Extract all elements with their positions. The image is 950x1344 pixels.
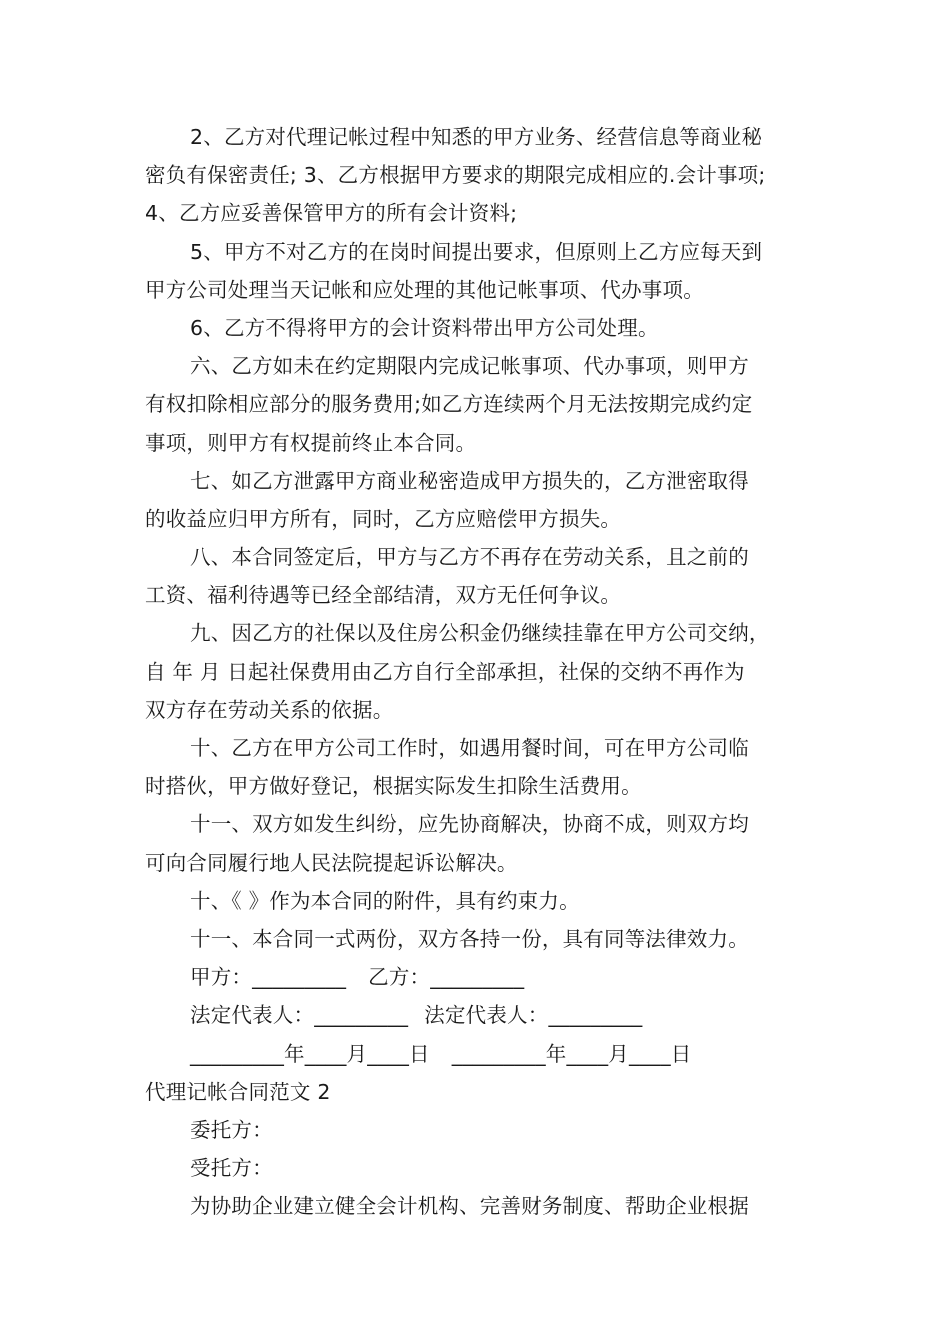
paragraph-line: 2、乙方对代理记帐过程中知悉的甲方业务、经营信息等商业秘 (190, 125, 763, 149)
paragraph-line: 八、本合同签定后，甲方与乙方不再存在劳动关系，且之前的 (190, 545, 749, 570)
section-title: 代理记帐合同范文 2 (145, 1079, 331, 1104)
paragraph-line: 事项，则甲方有权提前终止本合同。 (145, 430, 477, 455)
party-a-signature: 甲方：_________ (190, 965, 347, 990)
party-b-signature: 乙方：_________ (368, 965, 525, 990)
paragraph-line: 十、《 》作为本合同的附件，具有约束力。 (190, 888, 580, 913)
paragraph-line: 十一、双方如发生纠纷，应先协商解决，协商不成，则双方均 (190, 812, 749, 837)
paragraph-line: 6、乙方不得将甲方的会计资料带出甲方公司处理。 (190, 315, 659, 340)
paragraph-line: 六、乙方如未在约定期限内完成记帐事项、代办事项，则甲方 (190, 354, 749, 379)
signature-representatives-row (145, 1000, 810, 1038)
paragraph-line: 时搭伙，甲方做好登记，根据实际发生扣除生活费用。 (145, 774, 642, 799)
agent-label: 受托方： (190, 1156, 273, 1181)
date-b: _________年____月____日 (451, 1041, 692, 1066)
paragraph-line: 4、乙方应妥善保管甲方的所有会计资料; (145, 201, 518, 226)
paragraph-line: 十一、本合同一式两份，双方各持一份，具有同等法律效力。 (190, 926, 749, 951)
representative-a-signature: 法定代表人：_________ (190, 1003, 409, 1028)
signature-dates-row (145, 1039, 810, 1077)
paragraph-line: 双方存在劳动关系的依据。 (145, 697, 394, 722)
paragraph-line: 甲方公司处理当天记帐和应处理的其他记帐事项、代办事项。 (145, 277, 704, 302)
paragraph-line: 十、乙方在甲方公司工作时，如遇用餐时间，可在甲方公司临 (190, 736, 749, 760)
paragraph-line: 有权扣除相应部分的服务费用;如乙方连续两个月无法按期完成约定 (145, 392, 753, 417)
paragraph-line: 自 年 月 日起社保费用由乙方自行全部承担，社保的交纳不再作为 (145, 659, 745, 684)
section-intro: 为协助企业建立健全会计机构、完善财务制度、帮助企业根据 (190, 1194, 749, 1219)
paragraph-line: 可向合同履行地人民法院提起诉讼解决。 (145, 850, 518, 875)
representative-b-signature: 法定代表人：_________ (424, 1003, 643, 1028)
paragraph-line: 七、如乙方泄露甲方商业秘密造成甲方损失的，乙方泄密取得 (190, 468, 749, 493)
paragraph-line: 工资、福利待遇等已经全部结清，双方无任何争议。 (145, 583, 622, 608)
date-a: _________年____月____日 (190, 1041, 430, 1066)
paragraph-line: 九、因乙方的社保以及住房公积金仍继续挂靠在甲方公司交纳， (190, 621, 770, 646)
paragraph-line: 的收益应归甲方所有，同时，乙方应赔偿甲方损失。 (145, 506, 622, 531)
contract-body (145, 122, 810, 962)
paragraph-line: 密负有保密责任; 3、乙方根据甲方要求的期限完成相应的.会计事项; (145, 163, 766, 188)
document-page (145, 122, 810, 1229)
client-label: 委托方： (190, 1117, 273, 1142)
paragraph-line: 5、甲方不对乙方的在岗时间提出要求，但原则上乙方应每天到 (190, 239, 763, 264)
signature-parties-row (145, 962, 810, 1000)
